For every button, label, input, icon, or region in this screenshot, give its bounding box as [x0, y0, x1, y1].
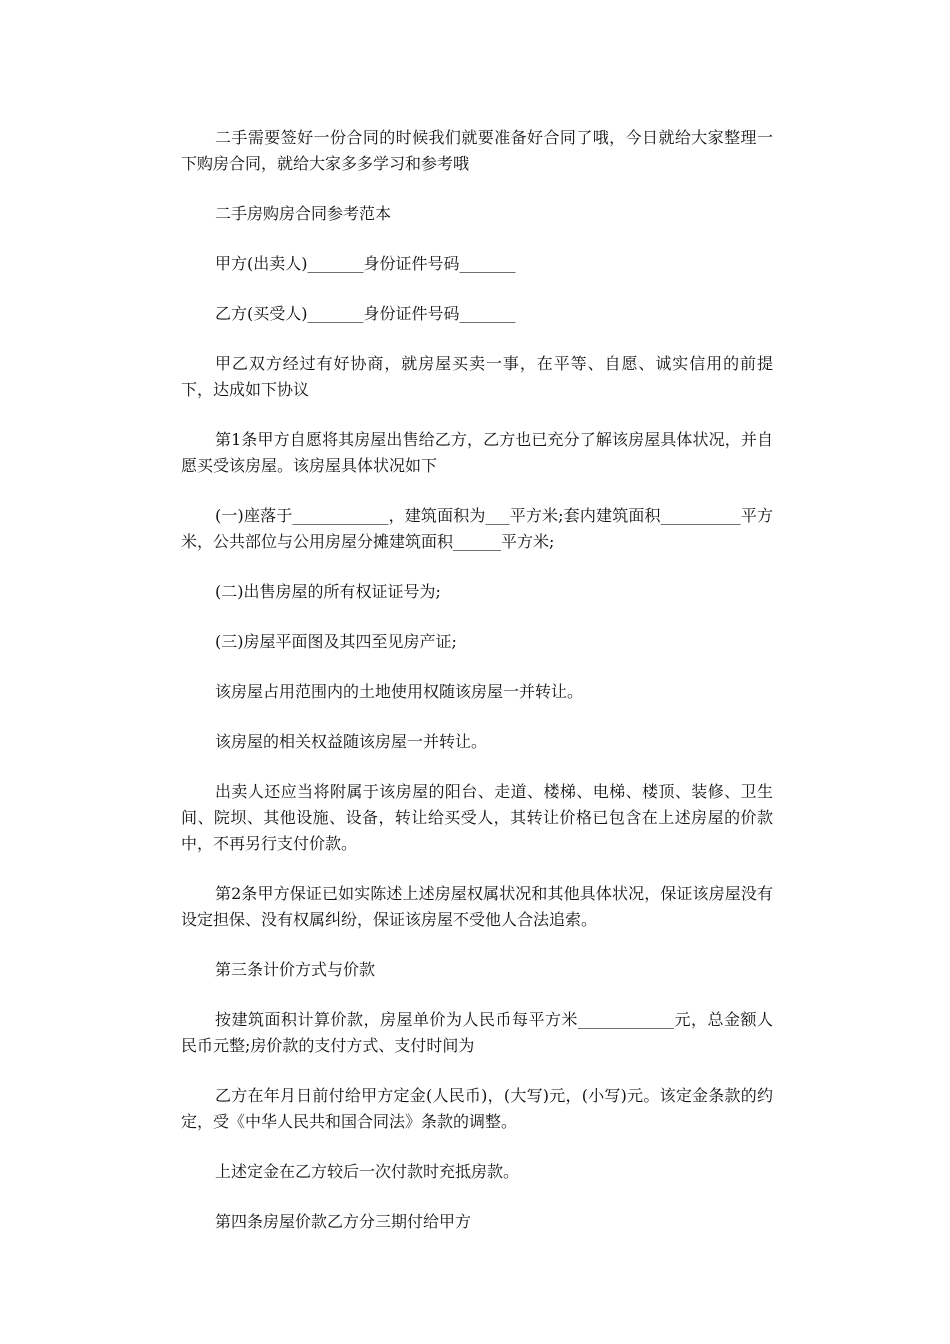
- party-b-line: 乙方(买受人)_______身份证件号码_______: [215, 304, 516, 323]
- article-1: 第1条甲方自愿将其房屋出售给乙方，乙方也已充分了解该房屋具体状况，并自愿买受该房屋。该房屋具体状况如下: [181, 430, 773, 475]
- article-1-item-2: (二)出售房屋的所有权证证号为;: [215, 582, 441, 601]
- article-2: 第2条甲方保证已如实陈述上述房屋权属状况和其他具体状况，保证该房屋没有设定担保、没有权属纠纷，保证该房屋不受他人合法追索。: [181, 884, 773, 929]
- related-rights-paragraph: 该房屋的相关权益随该房屋一并转让。: [215, 732, 488, 751]
- contract-title: 二手房购房合同参考范本: [215, 204, 392, 223]
- article-1-item-3: (三)房屋平面图及其四至见房产证;: [215, 632, 457, 651]
- land-use-right-paragraph: 该房屋占用范围内的土地使用权随该房屋一并转让。: [215, 682, 584, 701]
- pricing-paragraph: 按建筑面积计算价款，房屋单价为人民币每平方米____________元，总金额人民币元整;房价款的支付方式、支付时间为: [181, 1010, 773, 1055]
- intro-paragraph: 二手需要签好一份合同的时候我们就要准备好合同了哦，今日就给大家整理一下购房合同，就给大家多多学习和参考哦: [181, 128, 773, 173]
- party-a-line: 甲方(出卖人)_______身份证件号码_______: [215, 254, 516, 273]
- article-1-item-1: (一)座落于____________，建筑面积为___平方米;套内建筑面积__________平方米，公共部位与公用房屋分摊建筑面积______平方米;: [181, 506, 773, 551]
- article-3-heading: 第三条计价方式与价款: [215, 960, 376, 979]
- article-4-heading: 第四条房屋价款乙方分三期付给甲方: [215, 1212, 472, 1231]
- deposit-paragraph: 乙方在年月日前付给甲方定金(人民币)，(大写)元，(小写)元。该定金条款的约定，受《中华人民共和国合同法》条款的调整。: [181, 1086, 773, 1131]
- deposit-offset-paragraph: 上述定金在乙方较后一次付款时充抵房款。: [215, 1162, 520, 1181]
- agreement-preamble: 甲乙双方经过有好协商，就房屋买卖一事，在平等、自愿、诚实信用的前提下，达成如下协议: [181, 354, 773, 399]
- attachments-paragraph: 出卖人还应当将附属于该房屋的阳台、走道、楼梯、电梯、楼顶、装修、卫生间、院坝、其他设施、设备，转让给买受人，其转让价格已包含在上述房屋的价款中，不再另行支付价款。: [181, 782, 773, 853]
- document-body: [181, 125, 773, 1259]
